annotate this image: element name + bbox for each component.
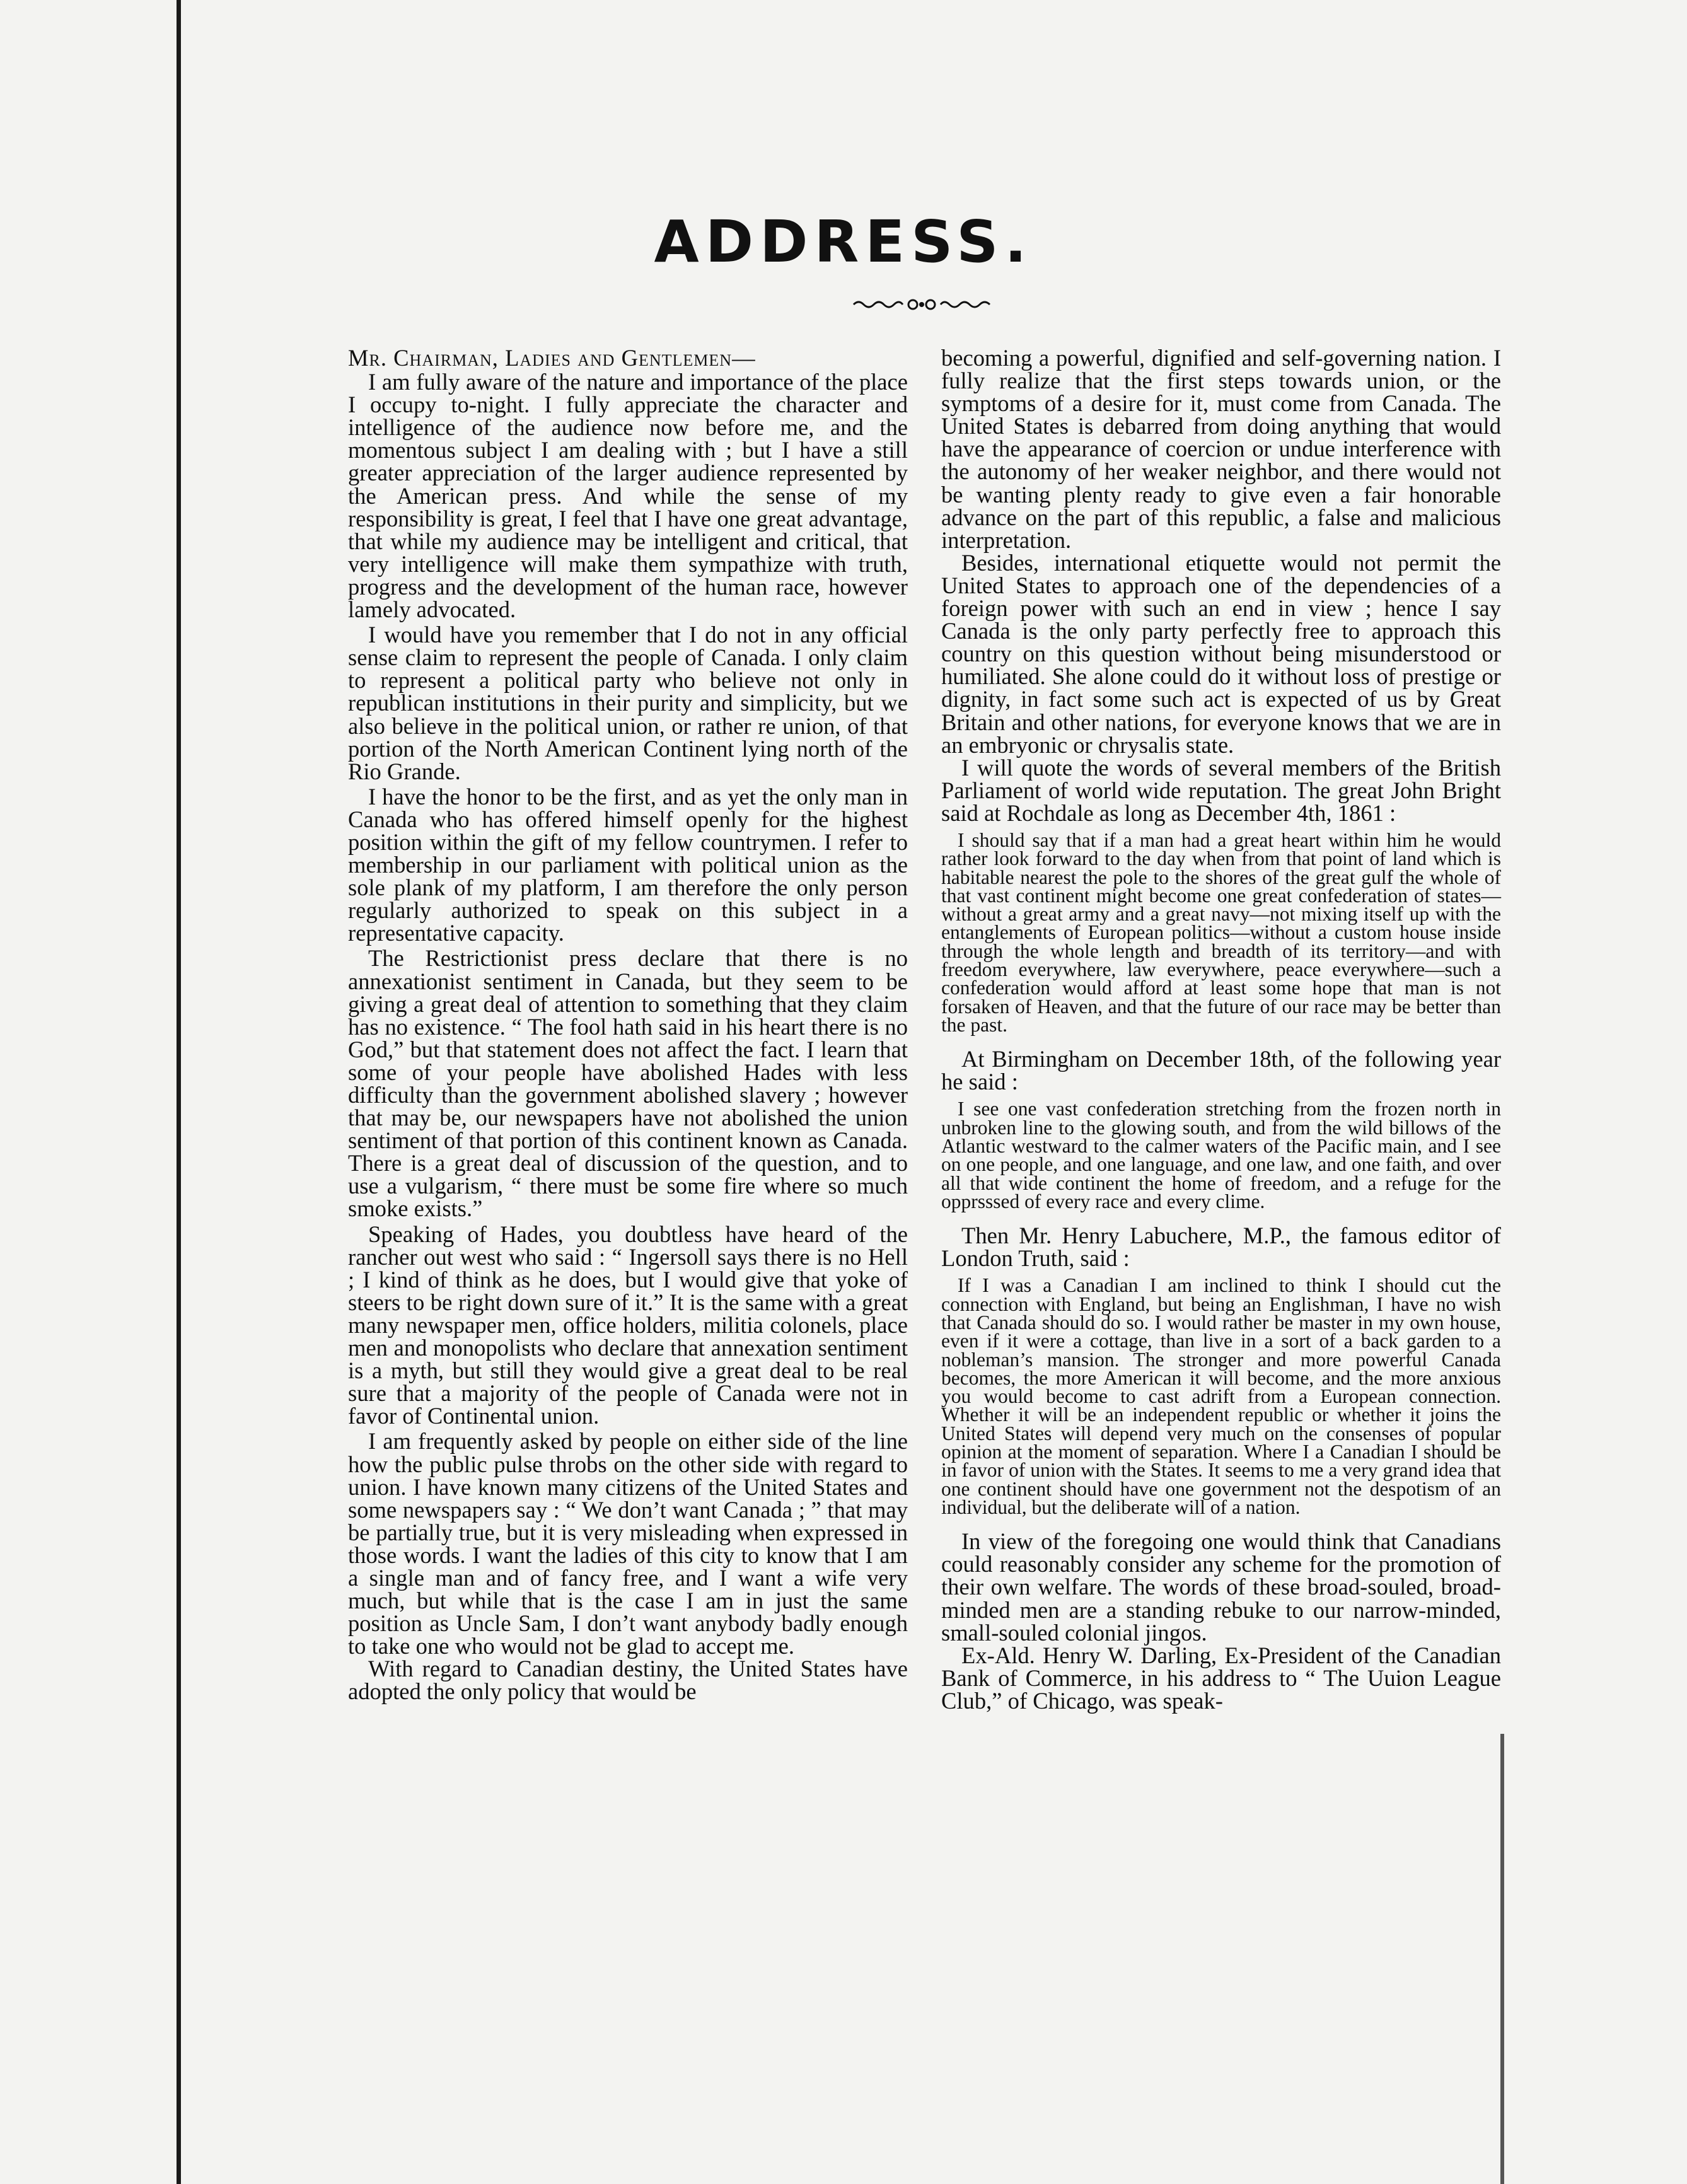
paragraph-continued: becoming a powerful, dignified and self-governing nation. I fully realize that the first steps towards union, or the symptoms of a desire for it, must come from Canada. The United States is debarred from doing anything that would have the appearance of coercion or undue interference with the autonomy of her weaker neighbor, and there would not be wanting plenty ready to give even a fair honorable advance on the part of this republic, a false and malicious interpretation.	[941, 345, 1501, 553]
paragraph: Then Mr. Henry Labuchere, M.P., the famous editor of London Truth, said :	[941, 1223, 1501, 1272]
page-edge-left	[177, 0, 181, 2184]
page-title: ADDRESS.	[654, 208, 1033, 276]
paragraph: I would have you remember that I do not in any official sense claim to represent the people of Canada. I only claim to represent a political party who believe not only in republican institutions in their purity and simplicity, but we also believe in the political union, or rather re union, of that portion of the North American Continent lying north of the Rio Grande.	[348, 622, 908, 784]
paragraph: I am frequently asked by people on either side of the line how the public pulse throbs on the other side with regard to union. I have known many citizens of the United States and some newspapers say : “ We don’t want Canada ; ” that may be partially true, but it is very misleading when expressed in those words. I want the ladies of this city to know that I am a single man and of fancy free, and I want a wife very much, but while that is the case I am in just the same position as Uncle Sam, I don’t want anybody badly enough to take one who would not be glad to accept me.	[348, 1428, 908, 1659]
block-quote-labuchere	[941, 1276, 1501, 1516]
quote-text: I should say that if a man had a great heart within him he would rather look forward to the day when from that point of land which is habitable nearest the pole to the shores of the great gulf the whole of that vast continent might become one great confederation of states—without a great army and a great navy—not mixing itself up with the entanglements of European politics—without a custom house inside through the whole length and breadth of its territory—and with freedom everywhere, law everywhere, peace everywhere—such a confederation would afford at least some hope that man is not forsaken of Heaven, and that the future of our race may be better than the past.	[941, 828, 1501, 1036]
paragraph: The Restrictionist press declare that there is no annexationist sentiment in Canada, but they seem to be giving a great deal of attention to something that they claim has no existence. “ The fool hath said in his heart there is no God,” but that statement does not affect the fact. I learn that some of your people have abolished Hades with less difficulty than the government abolished slavery ; however that may be, our newspapers have not abolished the union sentiment of that portion of this continent known as Canada. There is a great deal of discussion of the question, and to use a vulgarism, “ there must be some fire where so much smoke exists.”	[348, 945, 908, 1222]
quote-text: I see one vast confederation stretching from the frozen north in unbroken line to the glowing south, and from the wild billows of the Atlantic westward to the calmer waters of the Pacific main, and I see on one people, and one language, and one law, and one faith, and over all that wide continent the home of freedom, and a refuge for the opprsssed of every race and every clime.	[941, 1098, 1501, 1212]
paragraph: I will quote the words of several members of the British Parliament of world wide reputation. The great John Bright said at Rochdale as long as December 4th, 1861 :	[941, 754, 1501, 826]
right-column	[941, 347, 1501, 1712]
page-edge-right	[1500, 1734, 1504, 2184]
paragraph: I have the honor to be the first, and as yet the only man in Canada who has offered himself openly for the highest position within the gift of my fellow countrymen. I refer to membership in our parliament with political union as the sole plank of my platform, I am therefore the only person regularly authorized to speak on this subject in a representative capacity.	[348, 783, 908, 946]
quote-text: If I was a Canadian I am inclined to think I should cut the connection with England, but being an Englishman, I have no wish that Canada should do so. I would rather be master in my own house, even if it were a cottage, than live in a sort of a back garden to a nobleman’s mansion. The stronger and more powerful Canada becomes, the more American it will become, and the more anxious you would become to cast adrift from a European connection. Whether it will be an independent republic or whether it joins the United States will depend very much on the consenses of popular opinion at the moment of separation. Where I a Canadian I should be in favor of union with the States. It seems to me a very grand idea that one continent should have one government not the despotism of an individual, but the deliberate will of a nation.	[941, 1274, 1501, 1518]
paragraph: I am fully aware of the nature and importance of the place I occupy to-night. I fully appreciate the character and intelligence of the audience now before me, and the momentous subject I am dealing with ; but I have a still greater appreciation of the larger audience represented by the American press. And while the sense of my responsibility is great, I feel that I have one great advantage, that while my audience may be intelligent and critical, that very intelligence will make them sympathize with truth, progress and the development of the human race, however lamely advocated.	[348, 369, 908, 623]
salutation: Mr. Chairman, Ladies and Gentlemen—	[348, 345, 756, 371]
paragraph: With regard to Canadian destiny, the United States have adopted the only policy that would be	[348, 1656, 908, 1705]
paragraph: In view of the foregoing one would think that Canadians could reasonably consider any scheme for the promotion of their own welfare. The words of these broad-souled, broad-minded men are a standing rebuke to our narrow-minded, small-souled colonial jingos.	[941, 1528, 1501, 1646]
block-quote-bright-birmingham	[941, 1100, 1501, 1211]
paragraph: Besides, international etiquette would not permit the United States to approach one of the dependencies of a foreign power with such an end in view ; hence I say Canada is the only party perfectly free to approach this country on this question without being misunderstood or humiliated. She alone could do it without loss of prestige or dignity, in fact some such act is expected of us by Great Britain and other nations, for everyone knows that we are in an embryonic or chrysalis state.	[941, 549, 1501, 758]
left-column	[348, 347, 908, 1704]
ornamental-divider-icon	[852, 295, 991, 317]
block-quote-bright-rochdale	[941, 828, 1501, 1036]
paragraph: At Birmingham on December 18th, of the following year he said :	[941, 1046, 1501, 1095]
paragraph: Ex-Ald. Henry W. Darling, Ex-President of the Canadian Bank of Commerce, in his address to “ The Uuion League Club,” of Chicago, was speak-	[941, 1642, 1501, 1714]
paragraph: Speaking of Hades, you doubtless have heard of the rancher out west who said : “ Ingersoll says there is no Hell ; I kind of think as he does, but I would give that yoke of steers to be right down sure of it.” It is the same with a great many newspaper men, office holders, militia colonels, place men and monopolists who declare that annexation sentiment is a myth, but still they would give a great deal to be real sure that a majority of the people of Canada were not in favor of Continental union.	[348, 1221, 908, 1429]
